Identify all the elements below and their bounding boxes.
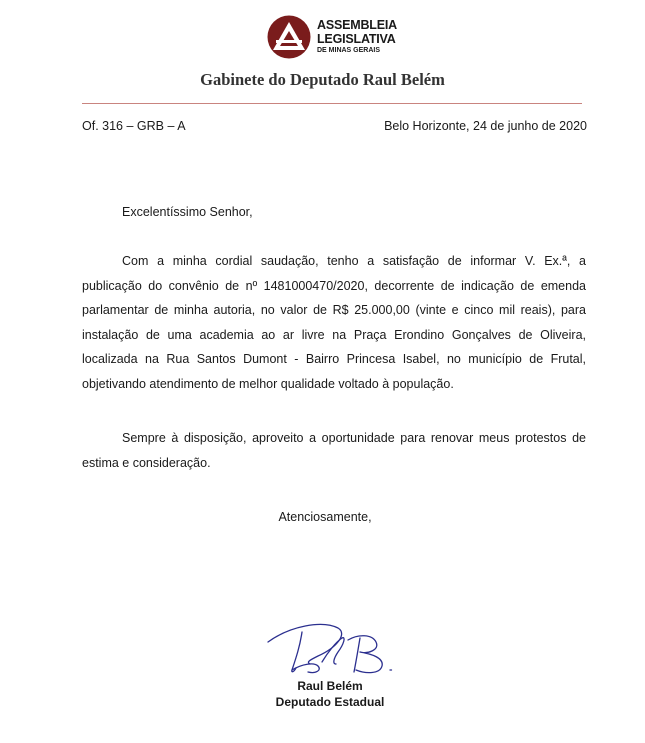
signatory-name: Raul Belém — [297, 679, 363, 693]
signatory-title: Deputado Estadual — [275, 695, 385, 709]
assembly-emblem-icon — [266, 14, 312, 60]
header-divider — [82, 103, 582, 104]
office-title: Gabinete do Deputado Raul Belém — [200, 70, 445, 89]
body-paragraph-regards: Sempre à disposição, aproveito a oportunidade para renovar meus protestos de estima e consideração. — [82, 431, 586, 470]
assembly-logo — [266, 14, 396, 60]
handwritten-signature — [262, 612, 412, 682]
reference-number: Of. 316 – GRB – A — [82, 119, 186, 133]
closing-line: Atenciosamente, — [278, 510, 372, 524]
body-paragraph-publication: Com a minha cordial saudação, tenho a satisfação de informar V. Ex.ª, a publicação do convênio de nº 1481000470/2020, decorrente de indicação de emenda parlamentar de minha autoria, no valor de R$ 25.000,00 (vinte e cinco mil reais), para instalação de uma academia ao ar livre na Praça Erondino Gonçalves de Oliveira, localizada na Rua Santos Dumont - Bairro Princesa Isabel, no município de Frutal, objetivando atendimento de melhor qualidade voltado à população. — [82, 254, 586, 391]
logo-line-legislativa: LEGISLATIVA — [317, 31, 396, 46]
logo-line-assembleia: ASSEMBLEIA — [317, 18, 397, 32]
letter-date: Belo Horizonte, 24 de junho de 2020 — [384, 119, 587, 133]
assembly-logo-text — [317, 19, 397, 54]
logo-line-minas-gerais: DE MINAS GERAIS — [317, 47, 381, 54]
salutation: Excelentíssimo Senhor, — [122, 205, 253, 219]
